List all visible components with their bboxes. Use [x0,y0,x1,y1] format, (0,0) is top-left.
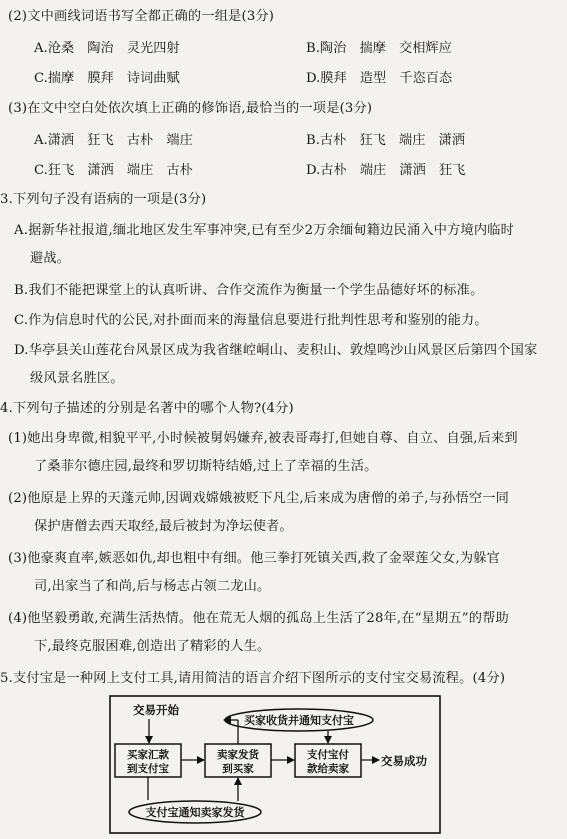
q4-s3-line1: (3)他豪爽直率,嫉恶如仇,却也粗中有细。他三拳打死镇关西,救了金翠莲父女,为躲官 [8,551,501,566]
q3-option-c: C.作为信息时代的公民,对扑面而来的海量信息要进行批判性思考和鉴别的能力。 [14,313,488,328]
q3-option-a-line1: A.据新华社报道,缅北地区发生军事冲突,已有至少2万余缅甸籍边民涌入中方境内临时 [14,223,515,238]
flow-box-seller-ship-line1: 卖家发货 [217,749,259,761]
q3-sub-stem: (3)在文中空白处依次填上正确的修饰语,最恰当的一项是(3分) [8,101,373,116]
q4-s2-line2: 保护唐僧去西天取经,最后被封为净坛使者。 [34,519,293,534]
q2-option-a: A.沧桑 陶治 灵光四射 [34,41,180,56]
q3-sub-option-a: A.潇洒 狂飞 古朴 端庄 [34,133,193,148]
flow-box-alipay-payout-line2: 款给卖家 [307,763,349,775]
q3-sub-option-b: B.古朴 狂飞 端庄 潇洒 [306,133,465,148]
q2-option-c: C.揣摩 膜拜 诗词曲赋 [34,71,180,86]
flow-start-label: 交易开始 [133,703,179,717]
flow-oval-notify-seller-label: 支付宝通知卖家发货 [145,806,245,819]
flow-end-label: 交易成功 [381,754,427,768]
flow-box-buyer-pay-line2: 到支付宝 [127,763,169,775]
alipay-flowchart [109,695,441,835]
q4-s2-line1: (2)他原是上界的天蓬元帅,因调戏嫦娥被贬下凡尘,后来成为唐僧的弟子,与孙悟空一同 [8,491,510,506]
flow-box-buyer-pay-line1: 买家汇款 [127,749,169,761]
q4-s4-line2: 下,最终克服困难,创造出了精彩的人生。 [34,639,271,654]
q5-stem: 5.支付宝是一种网上支付工具,请用简洁的语言介绍下图所示的支付宝交易流程。(4分) [0,671,506,686]
q3-option-d-line1: D.华亭县关山莲花台风景区成为我省继崆峒山、麦积山、敦煌鸣沙山风景区后第四个国家 [14,343,538,358]
q3-sub-option-c: C.狂飞 潇洒 端庄 古朴 [34,163,193,178]
q3-option-a-line2: 避战。 [30,251,71,266]
q4-s4-line1: (4)他坚毅勇敢,充满生活热情。他在荒无人烟的孤岛上生活了28年,在“星期五”的帮助 [8,611,509,626]
q3-option-b: B.我们不能把课堂上的认真听讲、合作交流作为衡量一个学生品德好坏的标准。 [14,283,484,298]
q4-s3-line2: 司,出家当了和尚,后与杨志占领二龙山。 [34,579,271,594]
q4-s1-line1: (1)她出身卑微,相貌平平,小时候被舅妈嫌弃,被表哥毒打,但她自尊、自立、自强,后来到 [8,431,518,446]
q4-stem: 4.下列句子描述的分别是名著中的哪个人物?(4分) [0,401,294,416]
q2-option-d: D.膜拜 造型 千恣百态 [306,71,453,86]
flow-oval-buyer-confirm-label: 买家收货并通知支付宝 [244,714,354,727]
q3-stem: 3.下列句子没有语病的一项是(3分) [0,192,207,207]
q4-s1-line2: 了桑菲尔德庄园,最终和罗切斯特结婚,过上了幸福的生活。 [34,459,378,474]
flow-box-seller-ship-line2: 到买家 [222,763,254,775]
flow-box-alipay-payout-line1: 支付宝付 [307,749,349,761]
q3-option-d-line2: 级风景名胜区。 [30,371,124,386]
q2-sub-stem: (2)文中画线词语书写全都正确的一组是(3分) [8,9,275,24]
q3-sub-option-d: D.古朴 端庄 潇洒 狂飞 [306,163,466,178]
q2-option-b: B.陶治 揣摩 交相辉应 [306,41,452,56]
